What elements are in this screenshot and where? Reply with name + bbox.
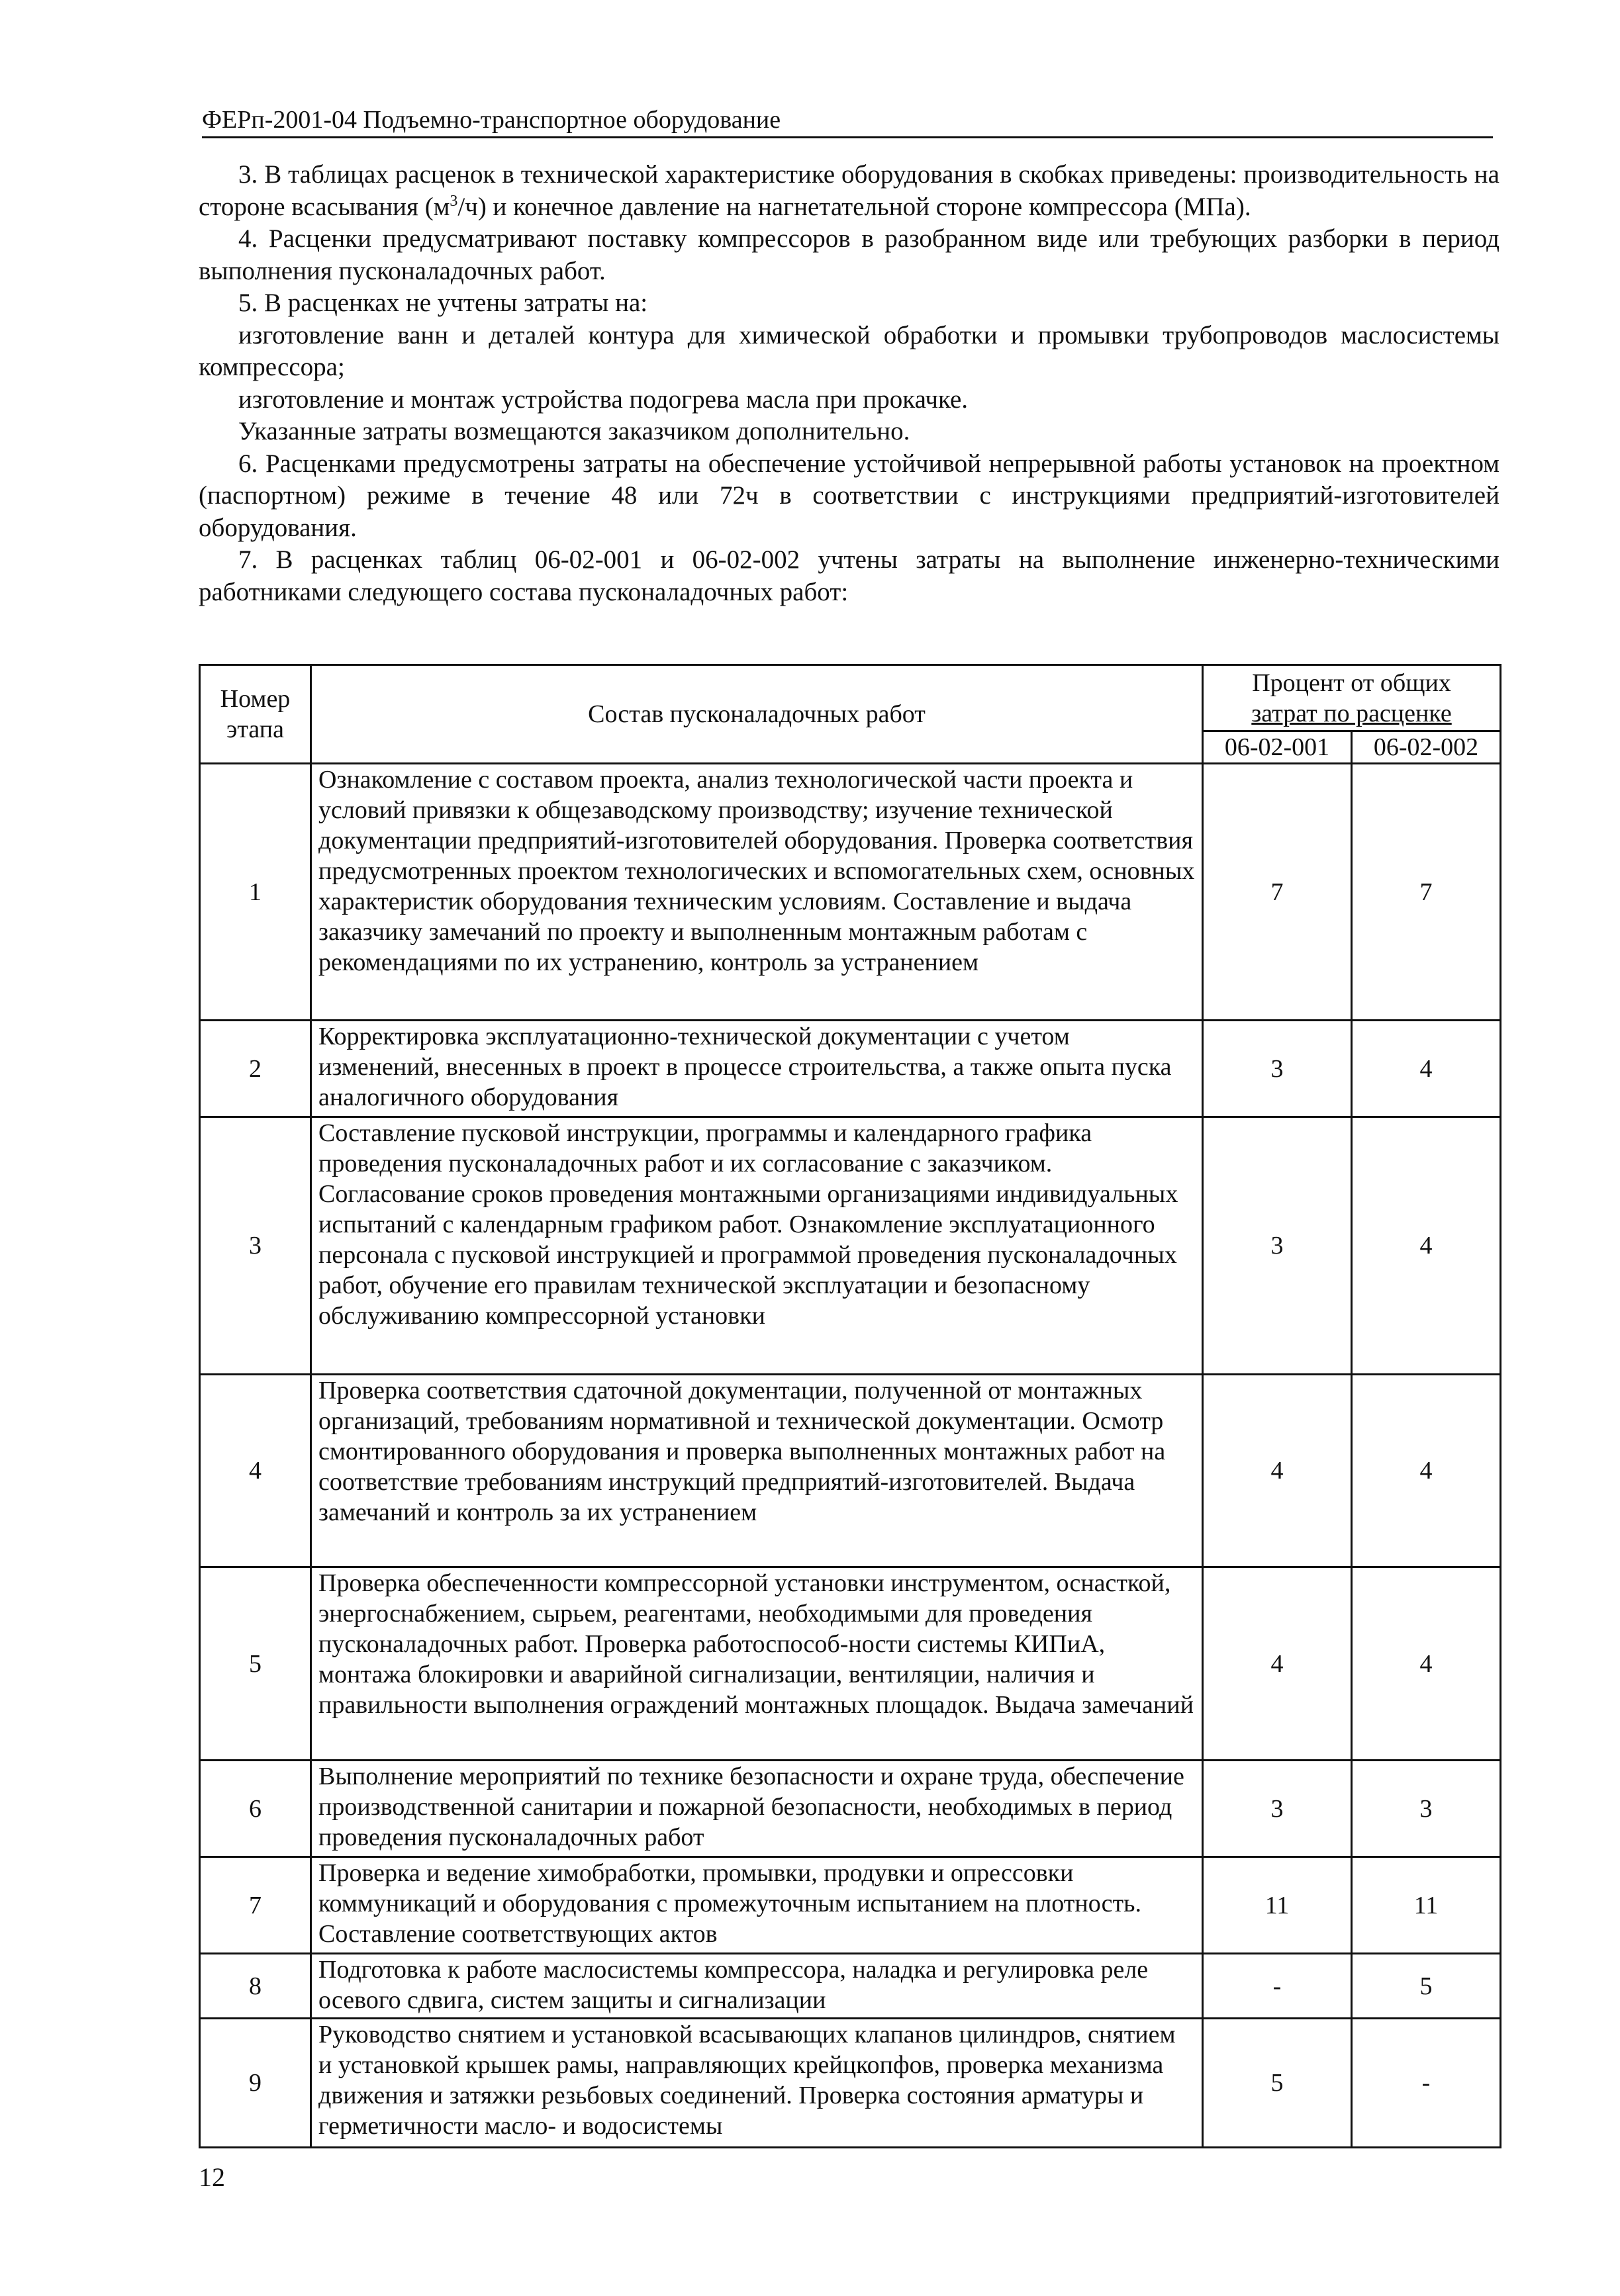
stage-description: Корректировка эксплуатационно-технической документации с учетом изменений, внесенных в проект в процессе строительства, а также опыта пуска аналогичного оборудования bbox=[311, 1021, 1203, 1117]
superscript-cubic: 3 bbox=[450, 192, 458, 210]
stage-description: Проверка соответствия сдаточной документации, полученной от монтажных организаций, требованиям нормативной и технической документации. Осмотр смонтированного оборудования и проверка выполненных монтажных работ на соответствие требованиям инструкций предприятий-изготовителей. Выдача замечаний и контроль за их устранением bbox=[311, 1375, 1203, 1567]
stage-number: 8 bbox=[200, 1954, 311, 2019]
percent-06-02-002: 7 bbox=[1352, 764, 1501, 1021]
works-table bbox=[199, 664, 1501, 2148]
table-row bbox=[200, 1954, 1501, 2019]
table-row bbox=[200, 1857, 1501, 1954]
stage-description: Руководство снятием и установкой всасывающих клапанов цилиндров, снятием и установкой крышек рамы, направляющих крейцкопфов, проверка механизма движения и затяжки резьбовых соединений. Проверка состояния арматуры и герметичности масло- и водосистемы bbox=[311, 2019, 1203, 2148]
header-stage-number: Номер этапа bbox=[200, 665, 311, 764]
table-row bbox=[200, 1375, 1501, 1567]
header-code-06-02-001: 06-02-001 bbox=[1203, 731, 1352, 764]
percent-06-02-002: 5 bbox=[1352, 1954, 1501, 2019]
percent-06-02-001: 4 bbox=[1203, 1567, 1352, 1761]
percent-06-02-001: 5 bbox=[1203, 2019, 1352, 2148]
paragraph-3-part-b: /ч) и конечное давление на нагнетательной стороне компрессора (МПа). bbox=[457, 192, 1251, 221]
stage-number: 5 bbox=[200, 1567, 311, 1761]
header-percent bbox=[1203, 665, 1501, 731]
header-percent-line-1: Процент от общих bbox=[1252, 668, 1451, 697]
stage-number: 2 bbox=[200, 1021, 311, 1117]
percent-06-02-001: 7 bbox=[1203, 764, 1352, 1021]
stage-number: 7 bbox=[200, 1857, 311, 1954]
stage-number: 4 bbox=[200, 1375, 311, 1567]
stage-description: Выполнение мероприятий по технике безопасности и охране труда, обеспечение производственной санитарии и пожарной безопасности, необходимых в период проведения пусконаладочных работ bbox=[311, 1761, 1203, 1857]
paragraph-3 bbox=[199, 159, 1500, 223]
table-row bbox=[200, 1021, 1501, 1117]
body-text bbox=[199, 159, 1500, 608]
table-row bbox=[200, 1761, 1501, 1857]
percent-06-02-001: - bbox=[1203, 1954, 1352, 2019]
paragraph-5-item-1: изготовление ванн и деталей контура для химической обработки и промывки трубопроводов маслосистемы компрессора; bbox=[199, 320, 1500, 381]
table-row bbox=[200, 1117, 1501, 1375]
stage-number: 3 bbox=[200, 1117, 311, 1375]
table-row bbox=[200, 1567, 1501, 1761]
stage-number: 1 bbox=[200, 764, 311, 1021]
paragraph-6: 6. Расценками предусмотрены затраты на обеспечение устойчивой непрерывной работы установок на проектном (паспортном) режиме в течение 48 или 72ч в соответствии с инструкциями предприятий-изготовителей оборудования. bbox=[199, 449, 1500, 542]
stage-number: 9 bbox=[200, 2019, 311, 2148]
header-works-composition: Состав пусконаладочных работ bbox=[311, 665, 1203, 764]
percent-06-02-001: 3 bbox=[1203, 1761, 1352, 1857]
page-number: 12 bbox=[199, 2162, 225, 2192]
percent-06-02-002: 4 bbox=[1352, 1117, 1501, 1375]
percent-06-02-002: 4 bbox=[1352, 1021, 1501, 1117]
percent-06-02-002: 11 bbox=[1352, 1857, 1501, 1954]
paragraph-5-note: Указанные затраты возмещаются заказчиком дополнительно. bbox=[238, 417, 910, 445]
stage-description: Составление пусковой инструкции, программы и календарного графика проведения пусконаладочных работ и их согласование с заказчиком. Согласование сроков проведения монтажными организациями индивидуальных испытаний с календарным графиком работ. Ознакомление эксплуатационного персонала с пусковой инструкцией и программой проведения пусконаладочных работ, обучение его правилам технической эксплуатации и безопасному обслуживанию компрессорной установки bbox=[311, 1117, 1203, 1375]
paragraph-3-part-a: 3. В таблицах расценок в технической характеристике оборудования в скобках приведены: производительность на стороне всасывания (м bbox=[199, 160, 1500, 221]
paragraph-7: 7. В расценках таблиц 06-02-001 и 06-02-002 учтены затраты на выполнение инженерно-техническими работниками следующего состава пусконаладочных работ: bbox=[199, 545, 1500, 606]
percent-06-02-002: 3 bbox=[1352, 1761, 1501, 1857]
percent-06-02-001: 11 bbox=[1203, 1857, 1352, 1954]
percent-06-02-001: 4 bbox=[1203, 1375, 1352, 1567]
stage-number: 6 bbox=[200, 1761, 311, 1857]
paragraph-4: 4. Расценки предусматривают поставку компрессоров в разобранном виде или требующих разборки в период выполнения пусконаладочных работ. bbox=[199, 224, 1500, 285]
table-row bbox=[200, 764, 1501, 1021]
percent-06-02-001: 3 bbox=[1203, 1021, 1352, 1117]
percent-06-02-002: 4 bbox=[1352, 1375, 1501, 1567]
paragraph-5-item-2: изготовление и монтаж устройства подогрева масла при прокачке. bbox=[238, 385, 969, 414]
paragraph-5: 5. В расценках не учтены затраты на: bbox=[238, 289, 648, 317]
stage-description: Ознакомление с составом проекта, анализ технологической части проекта и условий привязки к общезаводскому производству; изучение технической документации предприятий-изготовителей оборудования. Проверка соответствия предусмотренных проектом технологических и вспомогательных схем, основных характеристик оборудования техническим условиям. Составление и выдача заказчику замечаний по проекту и выполненным монтажным работам с рекомендациями по их устранению, контроль за устранением bbox=[311, 764, 1203, 1021]
percent-06-02-001: 3 bbox=[1203, 1117, 1352, 1375]
percent-06-02-002: - bbox=[1352, 2019, 1501, 2148]
percent-06-02-002: 4 bbox=[1352, 1567, 1501, 1761]
table-row bbox=[200, 2019, 1501, 2148]
stage-description: Подготовка к работе маслосистемы компрессора, наладка и регулировка реле осевого сдвига, систем защиты и сигнализации bbox=[311, 1954, 1203, 2019]
running-header: ФЕРп-2001-04 Подъемно-транспортное оборудование bbox=[202, 105, 1493, 138]
header-code-06-02-002: 06-02-002 bbox=[1352, 731, 1501, 764]
stage-description: Проверка обеспеченности компрессорной установки инструментом, оснасткой, энергоснабжением, сырьем, реагентами, необходимыми для проведения пусконаладочных работ. Проверка работоспособ-ности системы КИПиА, монтажа блокировки и аварийной сигнализации, вентиляции, наличия и правильности выполнения ограждений монтажных площадок. Выдача замечаний bbox=[311, 1567, 1203, 1761]
header-percent-line-2: затрат по расценке bbox=[1251, 699, 1452, 727]
stage-description: Проверка и ведение химобработки, промывки, продувки и опрессовки коммуникаций и оборудования с промежуточным испытанием на плотность. Составление соответствующих актов bbox=[311, 1857, 1203, 1954]
